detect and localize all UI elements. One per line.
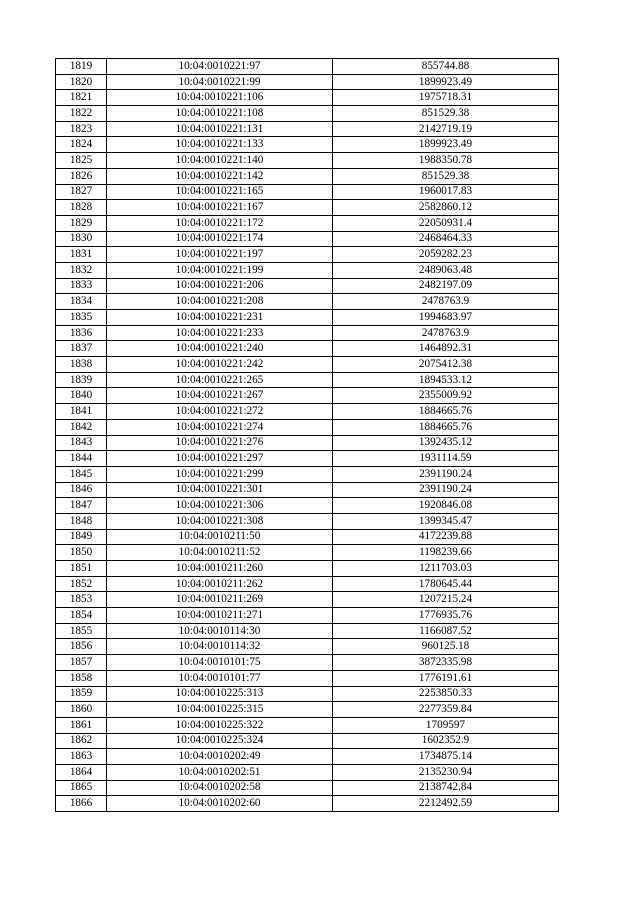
- table-row: [56, 702, 559, 718]
- value-cell: 1207215.24: [333, 592, 559, 608]
- cadastral-number-cell: 10:04:0010221:142: [107, 168, 333, 184]
- table-row: [56, 215, 559, 231]
- cadastral-number-cell: 10:04:0010221:199: [107, 262, 333, 278]
- table-row: [56, 294, 559, 310]
- value-cell: 851529.38: [333, 168, 559, 184]
- table-row: [56, 623, 559, 639]
- cadastral-number-cell: 10:04:0010211:269: [107, 592, 333, 608]
- cadastral-number-cell: 10:04:0010221:306: [107, 498, 333, 514]
- table-row: [56, 341, 559, 357]
- table-row: [56, 545, 559, 561]
- row-number-cell: 1846: [56, 482, 107, 498]
- row-number-cell: 1836: [56, 325, 107, 341]
- row-number-cell: 1859: [56, 686, 107, 702]
- row-number-cell: 1847: [56, 498, 107, 514]
- value-cell: 2212492.59: [333, 796, 559, 812]
- value-cell: 2142719.19: [333, 121, 559, 137]
- value-cell: 2582860.12: [333, 200, 559, 216]
- row-number-cell: 1860: [56, 702, 107, 718]
- table-row: [56, 137, 559, 153]
- row-number-cell: 1866: [56, 796, 107, 812]
- table-row: [56, 780, 559, 796]
- table-row: [56, 717, 559, 733]
- table-row: [56, 764, 559, 780]
- table-row: [56, 200, 559, 216]
- row-number-cell: 1849: [56, 529, 107, 545]
- cadastral-number-cell: 10:04:0010221:240: [107, 341, 333, 357]
- table-row: [56, 247, 559, 263]
- row-number-cell: 1827: [56, 184, 107, 200]
- table-row: [56, 74, 559, 90]
- row-number-cell: 1831: [56, 247, 107, 263]
- table-row: [56, 419, 559, 435]
- cadastral-number-cell: 10:04:0010225:313: [107, 686, 333, 702]
- value-cell: 1776191.61: [333, 670, 559, 686]
- table-row: [56, 325, 559, 341]
- cadastral-number-cell: 10:04:0010221:274: [107, 419, 333, 435]
- value-cell: 1780645.44: [333, 576, 559, 592]
- cadastral-number-cell: 10:04:0010221:272: [107, 404, 333, 420]
- table-row: [56, 262, 559, 278]
- row-number-cell: 1824: [56, 137, 107, 153]
- cadastral-number-cell: 10:04:0010221:106: [107, 90, 333, 106]
- data-table: [55, 58, 559, 812]
- row-number-cell: 1833: [56, 278, 107, 294]
- value-cell: 2355009.92: [333, 388, 559, 404]
- cadastral-number-cell: 10:04:0010225:324: [107, 733, 333, 749]
- value-cell: 1399345.47: [333, 513, 559, 529]
- cadastral-number-cell: 10:04:0010101:75: [107, 655, 333, 671]
- value-cell: 1975718.31: [333, 90, 559, 106]
- cadastral-number-cell: 10:04:0010221:208: [107, 294, 333, 310]
- row-number-cell: 1843: [56, 435, 107, 451]
- value-cell: 1899923.49: [333, 137, 559, 153]
- cadastral-number-cell: 10:04:0010221:231: [107, 310, 333, 326]
- cadastral-number-cell: 10:04:0010221:206: [107, 278, 333, 294]
- cadastral-number-cell: 10:04:0010114:32: [107, 639, 333, 655]
- value-cell: 2391190.24: [333, 482, 559, 498]
- row-number-cell: 1850: [56, 545, 107, 561]
- value-cell: 2478763.9: [333, 294, 559, 310]
- cadastral-number-cell: 10:04:0010211:50: [107, 529, 333, 545]
- cadastral-number-cell: 10:04:0010221:131: [107, 121, 333, 137]
- cadastral-number-cell: 10:04:0010221:276: [107, 435, 333, 451]
- table-row: [56, 608, 559, 624]
- table-body: [56, 59, 559, 812]
- cadastral-number-cell: 10:04:0010221:297: [107, 451, 333, 467]
- value-cell: 1994683.97: [333, 310, 559, 326]
- row-number-cell: 1837: [56, 341, 107, 357]
- value-cell: 1166087.52: [333, 623, 559, 639]
- cadastral-number-cell: 10:04:0010221:267: [107, 388, 333, 404]
- cadastral-number-cell: 10:04:0010221:97: [107, 59, 333, 75]
- row-number-cell: 1826: [56, 168, 107, 184]
- cadastral-number-cell: 10:04:0010202:58: [107, 780, 333, 796]
- row-number-cell: 1855: [56, 623, 107, 639]
- table-row: [56, 749, 559, 765]
- value-cell: 1734875.14: [333, 749, 559, 765]
- cadastral-number-cell: 10:04:0010221:99: [107, 74, 333, 90]
- row-number-cell: 1844: [56, 451, 107, 467]
- value-cell: 2253850.33: [333, 686, 559, 702]
- cadastral-number-cell: 10:04:0010202:60: [107, 796, 333, 812]
- value-cell: 851529.38: [333, 106, 559, 122]
- cadastral-number-cell: 10:04:0010221:133: [107, 137, 333, 153]
- row-number-cell: 1822: [56, 106, 107, 122]
- table-row: [56, 310, 559, 326]
- row-number-cell: 1842: [56, 419, 107, 435]
- value-cell: 1960017.83: [333, 184, 559, 200]
- row-number-cell: 1829: [56, 215, 107, 231]
- value-cell: 1602352.9: [333, 733, 559, 749]
- row-number-cell: 1834: [56, 294, 107, 310]
- row-number-cell: 1857: [56, 655, 107, 671]
- cadastral-number-cell: 10:04:0010221:172: [107, 215, 333, 231]
- cadastral-number-cell: 10:04:0010101:77: [107, 670, 333, 686]
- cadastral-number-cell: 10:04:0010221:308: [107, 513, 333, 529]
- row-number-cell: 1821: [56, 90, 107, 106]
- table-row: [56, 184, 559, 200]
- cadastral-number-cell: 10:04:0010225:315: [107, 702, 333, 718]
- cadastral-number-cell: 10:04:0010211:52: [107, 545, 333, 561]
- value-cell: 1988350.78: [333, 153, 559, 169]
- cadastral-number-cell: 10:04:0010225:322: [107, 717, 333, 733]
- cadastral-number-cell: 10:04:0010211:260: [107, 561, 333, 577]
- value-cell: 2138742.84: [333, 780, 559, 796]
- table-row: [56, 561, 559, 577]
- table-row: [56, 576, 559, 592]
- row-number-cell: 1825: [56, 153, 107, 169]
- table-row: [56, 466, 559, 482]
- value-cell: 1899923.49: [333, 74, 559, 90]
- row-number-cell: 1835: [56, 310, 107, 326]
- row-number-cell: 1861: [56, 717, 107, 733]
- value-cell: 4172239.88: [333, 529, 559, 545]
- cadastral-number-cell: 10:04:0010202:51: [107, 764, 333, 780]
- value-cell: 1392435.12: [333, 435, 559, 451]
- table-row: [56, 435, 559, 451]
- row-number-cell: 1819: [56, 59, 107, 75]
- value-cell: 22050931.4: [333, 215, 559, 231]
- table-row: [56, 372, 559, 388]
- table-row: [56, 404, 559, 420]
- value-cell: 1931114.59: [333, 451, 559, 467]
- table-row: [56, 796, 559, 812]
- table-row: [56, 388, 559, 404]
- value-cell: 2468464.33: [333, 231, 559, 247]
- row-number-cell: 1858: [56, 670, 107, 686]
- value-cell: 2489063.48: [333, 262, 559, 278]
- table-row: [56, 529, 559, 545]
- row-number-cell: 1832: [56, 262, 107, 278]
- table-row: [56, 498, 559, 514]
- table-row: [56, 451, 559, 467]
- table-row: [56, 106, 559, 122]
- row-number-cell: 1856: [56, 639, 107, 655]
- value-cell: 2135230.94: [333, 764, 559, 780]
- row-number-cell: 1840: [56, 388, 107, 404]
- value-cell: 2075412.38: [333, 357, 559, 373]
- value-cell: 2277359.84: [333, 702, 559, 718]
- table-row: [56, 639, 559, 655]
- value-cell: 2478763.9: [333, 325, 559, 341]
- cadastral-number-cell: 10:04:0010221:108: [107, 106, 333, 122]
- value-cell: 1198239.66: [333, 545, 559, 561]
- value-cell: 1709597: [333, 717, 559, 733]
- cadastral-number-cell: 10:04:0010114:30: [107, 623, 333, 639]
- value-cell: 1884665.76: [333, 404, 559, 420]
- row-number-cell: 1862: [56, 733, 107, 749]
- value-cell: 1211703.03: [333, 561, 559, 577]
- cadastral-number-cell: 10:04:0010221:167: [107, 200, 333, 216]
- cadastral-number-cell: 10:04:0010211:262: [107, 576, 333, 592]
- row-number-cell: 1853: [56, 592, 107, 608]
- table-row: [56, 90, 559, 106]
- row-number-cell: 1841: [56, 404, 107, 420]
- cadastral-number-cell: 10:04:0010221:165: [107, 184, 333, 200]
- value-cell: 1464892.31: [333, 341, 559, 357]
- value-cell: 2059282.23: [333, 247, 559, 263]
- cadastral-number-cell: 10:04:0010221:233: [107, 325, 333, 341]
- row-number-cell: 1823: [56, 121, 107, 137]
- row-number-cell: 1839: [56, 372, 107, 388]
- row-number-cell: 1864: [56, 764, 107, 780]
- cadastral-number-cell: 10:04:0010221:140: [107, 153, 333, 169]
- cadastral-number-cell: 10:04:0010202:49: [107, 749, 333, 765]
- value-cell: 1894533.12: [333, 372, 559, 388]
- cadastral-number-cell: 10:04:0010221:265: [107, 372, 333, 388]
- table-row: [56, 513, 559, 529]
- table-row: [56, 59, 559, 75]
- value-cell: 2482197.09: [333, 278, 559, 294]
- cadastral-number-cell: 10:04:0010211:271: [107, 608, 333, 624]
- table-row: [56, 278, 559, 294]
- row-number-cell: 1851: [56, 561, 107, 577]
- row-number-cell: 1852: [56, 576, 107, 592]
- table-row: [56, 168, 559, 184]
- row-number-cell: 1828: [56, 200, 107, 216]
- row-number-cell: 1845: [56, 466, 107, 482]
- row-number-cell: 1820: [56, 74, 107, 90]
- value-cell: 1776935.76: [333, 608, 559, 624]
- table-row: [56, 670, 559, 686]
- row-number-cell: 1863: [56, 749, 107, 765]
- value-cell: 2391190.24: [333, 466, 559, 482]
- table-row: [56, 357, 559, 373]
- cadastral-number-cell: 10:04:0010221:299: [107, 466, 333, 482]
- cadastral-number-cell: 10:04:0010221:197: [107, 247, 333, 263]
- value-cell: 855744.88: [333, 59, 559, 75]
- table-row: [56, 121, 559, 137]
- cadastral-number-cell: 10:04:0010221:174: [107, 231, 333, 247]
- table-row: [56, 592, 559, 608]
- value-cell: 3872335.98: [333, 655, 559, 671]
- table-row: [56, 231, 559, 247]
- table-row: [56, 686, 559, 702]
- row-number-cell: 1865: [56, 780, 107, 796]
- table-row: [56, 733, 559, 749]
- cadastral-number-cell: 10:04:0010221:242: [107, 357, 333, 373]
- value-cell: 960125.18: [333, 639, 559, 655]
- value-cell: 1920846.08: [333, 498, 559, 514]
- table-row: [56, 482, 559, 498]
- cadastral-number-cell: 10:04:0010221:301: [107, 482, 333, 498]
- table-row: [56, 153, 559, 169]
- row-number-cell: 1854: [56, 608, 107, 624]
- row-number-cell: 1848: [56, 513, 107, 529]
- row-number-cell: 1838: [56, 357, 107, 373]
- row-number-cell: 1830: [56, 231, 107, 247]
- value-cell: 1884665.76: [333, 419, 559, 435]
- table-row: [56, 655, 559, 671]
